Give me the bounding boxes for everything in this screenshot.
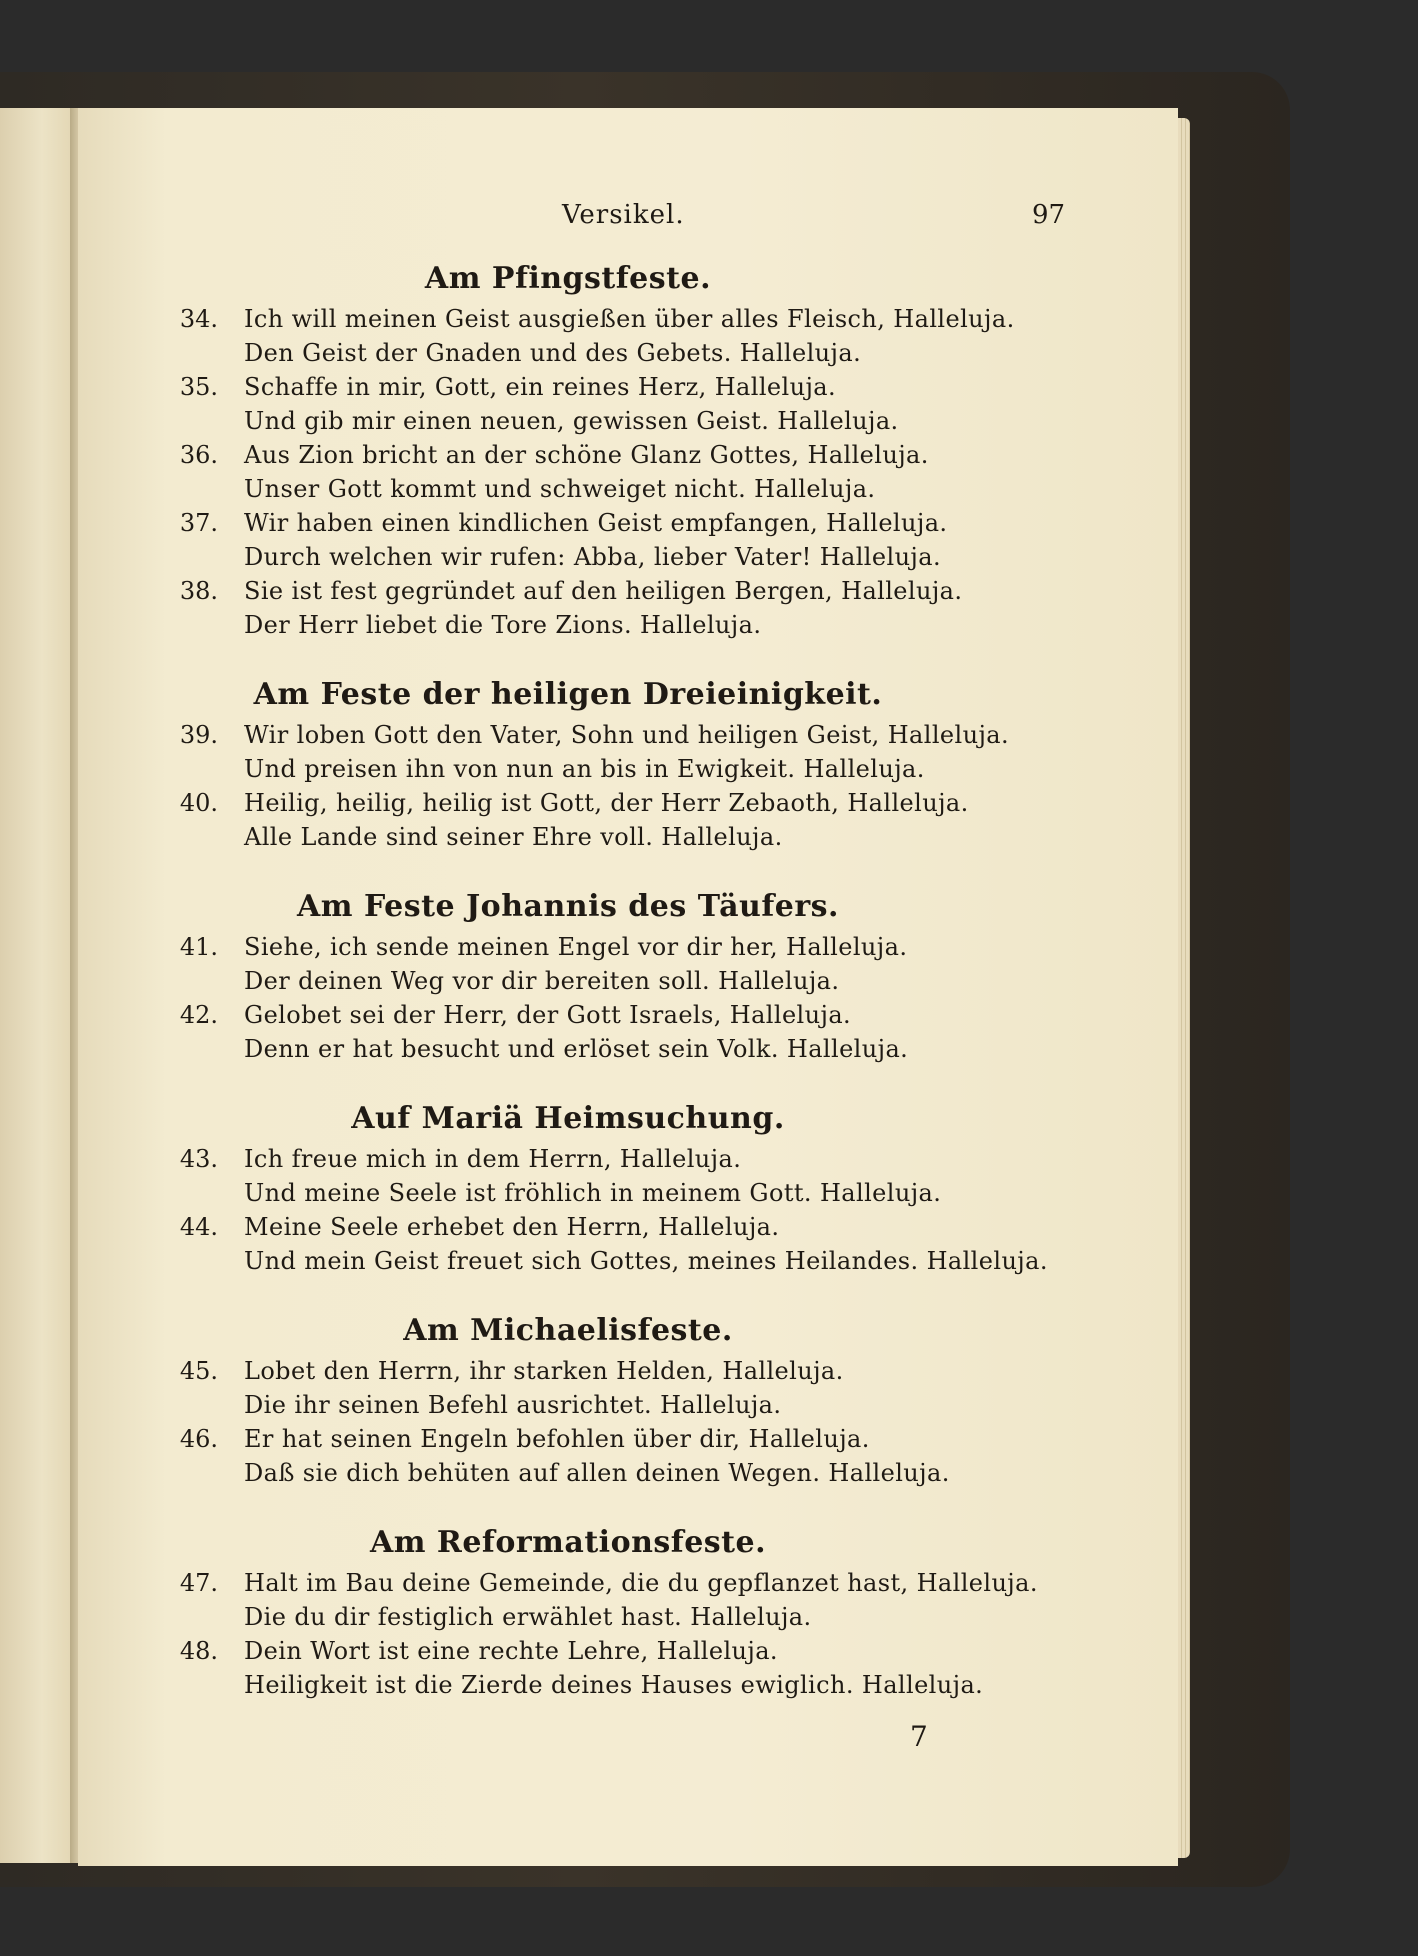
verse <box>78 302 1178 370</box>
response-line: Und mein Geist freuet sich Gottes, meines Heilandes. Halleluja. <box>244 1247 1048 1275</box>
verse-sections <box>78 256 1178 1702</box>
verse-line: Aus Zion bricht an der schöne Glanz Gottes, Halleluja. <box>244 441 929 469</box>
verse-number: 42. <box>179 1001 218 1029</box>
response-line: Und preisen ihn von nun an bis in Ewigkeit. Halleluja. <box>244 755 925 783</box>
verse-line: Heilig, heilig, heilig ist Gott, der Herr Zebaoth, Halleluja. <box>244 789 969 817</box>
verse <box>78 1634 1178 1702</box>
verse-line: Schaffe in mir, Gott, ein reines Herz, Halleluja. <box>244 373 837 401</box>
response-line: Daß sie dich behüten auf allen deinen Wegen. Halleluja. <box>244 1459 950 1487</box>
verse-line: Lobet den Herrn, ihr starken Helden, Halleluja. <box>244 1357 844 1385</box>
section-gap <box>78 1490 1178 1520</box>
section-heading: Am Reformationsfeste. <box>369 1525 767 1560</box>
verse <box>78 998 1178 1066</box>
section-gap <box>78 1066 1178 1096</box>
verse-line: Wir haben einen kindlichen Geist empfangen, Halleluja. <box>244 509 948 537</box>
verse <box>78 1354 1178 1422</box>
verse-number: 47. <box>179 1569 218 1597</box>
verse-line: Meine Seele erhebet den Herrn, Halleluja. <box>244 1213 780 1241</box>
verse-number: 36. <box>179 441 218 469</box>
verse-line: Ich will meinen Geist ausgießen über alles Fleisch, Halleluja. <box>244 305 1015 333</box>
page-number: 97 <box>1032 200 1066 230</box>
response-line: Die du dir festiglich erwählet hast. Halleluja. <box>244 1603 812 1631</box>
response-line: Denn er hat besucht und erlöset sein Volk. Halleluja. <box>244 1035 909 1063</box>
response-line: Den Geist der Gnaden und des Gebets. Halleluja. <box>244 339 862 367</box>
response-line: Unser Gott kommt und schweiget nicht. Halleluja. <box>244 475 876 503</box>
running-head-title: Versikel. <box>562 200 685 230</box>
verse <box>78 1210 1178 1278</box>
verse <box>78 786 1178 854</box>
verse-number: 34. <box>179 305 218 333</box>
verse-number: 41. <box>179 933 218 961</box>
verse <box>78 1142 1178 1210</box>
facing-page-edge <box>0 108 70 1863</box>
verse <box>78 574 1178 642</box>
section-gap <box>78 642 1178 672</box>
running-head <box>78 200 1178 236</box>
verse-line: Halt im Bau deine Gemeinde, die du gepflanzet hast, Halleluja. <box>244 1569 1038 1597</box>
section-heading: Am Michaelisfeste. <box>403 1313 733 1348</box>
response-line: Die ihr seinen Befehl ausrichtet. Halleluja. <box>244 1391 782 1419</box>
verse-line: Wir loben Gott den Vater, Sohn und heiligen Geist, Halleluja. <box>244 721 1010 749</box>
book-page <box>78 108 1178 1866</box>
section-heading: Am Pfingstfeste. <box>424 261 712 296</box>
verse-line: Ich freue mich in dem Herrn, Halleluja. <box>244 1145 742 1173</box>
verse-line: Gelobet sei der Herr, der Gott Israels, Halleluja. <box>244 1001 852 1029</box>
verse-number: 46. <box>179 1425 218 1453</box>
verse-line: Er hat seinen Engeln befohlen über dir, Halleluja. <box>244 1425 870 1453</box>
verse <box>78 1422 1178 1490</box>
response-line: Alle Lande sind seiner Ehre voll. Halleluja. <box>244 823 783 851</box>
verse-number: 38. <box>179 577 218 605</box>
section-gap <box>78 854 1178 884</box>
response-line: Heiligkeit ist die Zierde deines Hauses ewiglich. Halleluja. <box>244 1671 984 1699</box>
verse-line: Sie ist fest gegründet auf den heiligen Bergen, Halleluja. <box>244 577 963 605</box>
verse <box>78 438 1178 506</box>
response-line: Und meine Seele ist fröhlich in meinem Gott. Halleluja. <box>244 1179 942 1207</box>
verse-number: 43. <box>179 1145 218 1173</box>
section-heading: Am Feste der heiligen Dreieinigkeit. <box>253 677 883 712</box>
verse-number: 39. <box>179 721 218 749</box>
signature-mark: 7 <box>910 1720 928 1753</box>
section-heading: Auf Mariä Heimsuchung. <box>351 1101 785 1136</box>
verse-number: 44. <box>179 1213 218 1241</box>
verse-number: 48. <box>179 1637 218 1665</box>
response-line: Der deinen Weg vor dir bereiten soll. Halleluja. <box>244 967 840 995</box>
verse-number: 37. <box>179 509 218 537</box>
response-line: Und gib mir einen neuen, gewissen Geist. Halleluja. <box>244 407 899 435</box>
verse-number: 35. <box>179 373 218 401</box>
section-gap <box>78 1278 1178 1308</box>
verse-line: Dein Wort ist eine rechte Lehre, Halleluja. <box>244 1637 778 1665</box>
verse <box>78 1566 1178 1634</box>
verse <box>78 506 1178 574</box>
response-line: Durch welchen wir rufen: Abba, lieber Vater! Halleluja. <box>244 543 941 571</box>
section-heading: Am Feste Johannis des Täufers. <box>297 889 839 924</box>
verse <box>78 370 1178 438</box>
verse-line: Siehe, ich sende meinen Engel vor dir her, Halleluja. <box>244 933 908 961</box>
verse <box>78 718 1178 786</box>
response-line: Der Herr liebet die Tore Zions. Halleluja. <box>244 611 762 639</box>
verse-number: 40. <box>179 789 218 817</box>
verse-number: 45. <box>179 1357 218 1385</box>
verse <box>78 930 1178 998</box>
